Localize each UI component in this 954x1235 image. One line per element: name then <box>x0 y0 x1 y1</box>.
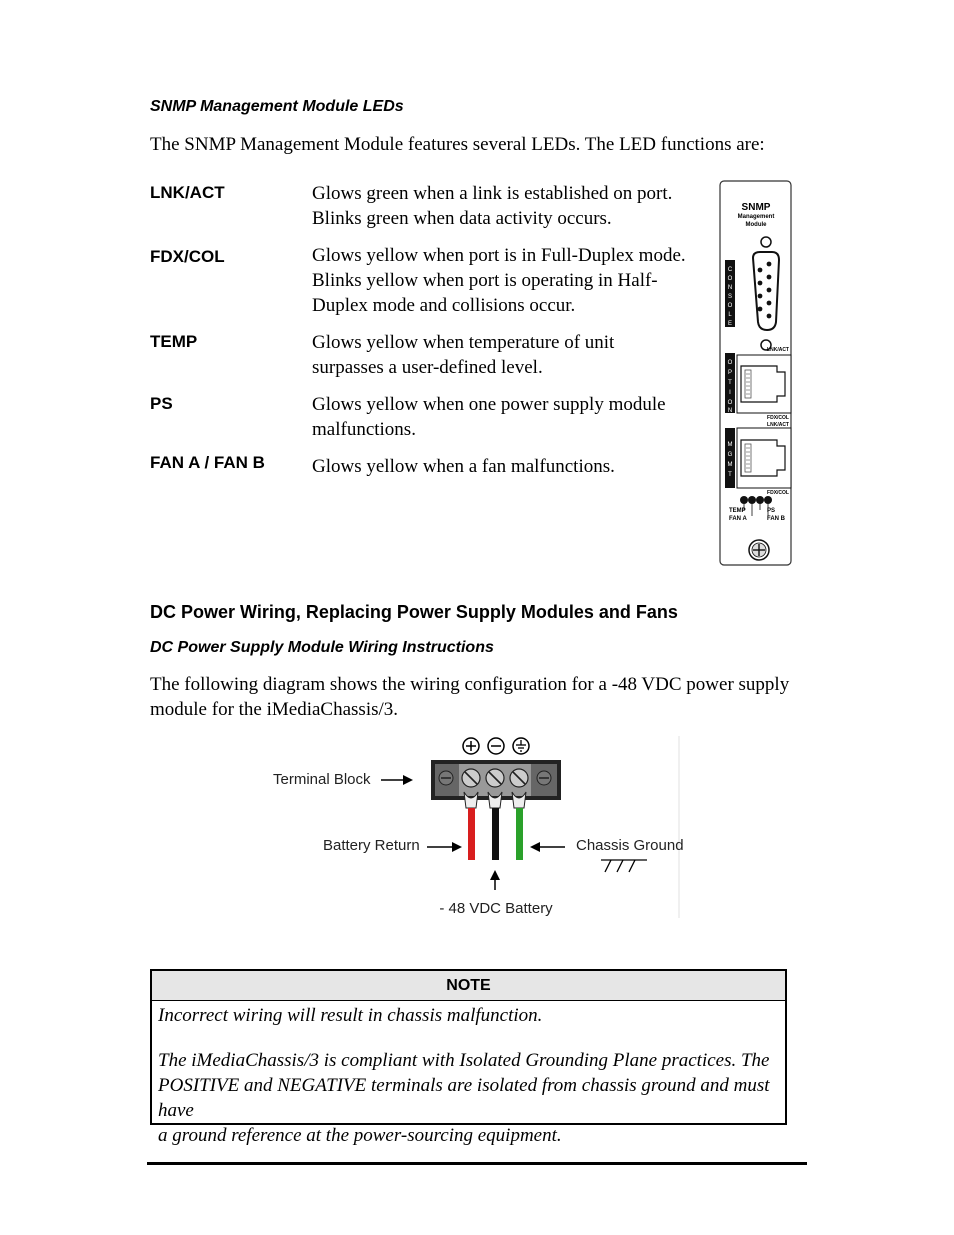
lnk-act-label: LNK/ACT <box>767 347 789 353</box>
temp-label: TEMP <box>729 508 746 514</box>
note-line: Incorrect wiring will result in chassis malfunction. <box>158 1005 543 1026</box>
console-letter: O <box>727 303 733 309</box>
option-letter: O <box>727 360 733 366</box>
fan-a-label: FAN A <box>729 516 747 522</box>
module-subtitle-2: Module <box>745 222 767 228</box>
led-desc-lnk-act <box>312 181 702 231</box>
battery-return-label: Battery Return <box>323 837 420 854</box>
arrow-right-icon <box>381 775 413 785</box>
led-desc-line: Duplex mode and collisions occur. <box>312 295 576 316</box>
console-letter: N <box>727 285 733 291</box>
led-name-ps: PS <box>150 394 173 413</box>
led-desc-line: Blinks yellow when port is operating in Half- <box>312 270 658 291</box>
led-name-fan: FAN A / FAN B <box>150 453 265 472</box>
mgmt-letter: M <box>727 442 733 448</box>
led-name-fdx-col: FDX/COL <box>150 247 225 266</box>
footer-rule <box>147 1162 807 1165</box>
console-letter: C <box>727 267 733 273</box>
note-body <box>152 1001 785 1152</box>
option-letter: O <box>727 400 733 406</box>
mgmt-letter: T <box>728 472 732 478</box>
paragraph-line: The following diagram shows the wiring configuration for a -48 VDC power supply <box>150 674 790 695</box>
chassis-ground-hatch-icon <box>601 860 647 872</box>
led-desc-fdx-col <box>312 243 702 318</box>
led-fan-a-icon <box>748 496 756 504</box>
module-title: SNMP <box>741 202 771 213</box>
mgmt-label-strip <box>725 428 735 488</box>
led-ps-icon <box>756 496 764 504</box>
fdx-col-label: FDX/COL <box>767 415 789 421</box>
led-desc-line: Glows yellow when port is in Full-Duplex mode. <box>312 245 686 266</box>
section-heading-snmp-leds: SNMP Management Module LEDs <box>150 98 404 115</box>
note-title: NOTE <box>152 971 785 1001</box>
battery-label: - 48 VDC Battery <box>439 900 553 917</box>
console-letter: E <box>727 321 733 327</box>
ground-symbol-icon <box>513 738 529 754</box>
subheading-wiring-instructions: DC Power Supply Module Wiring Instructions <box>150 639 494 656</box>
arrow-left-icon <box>530 842 565 852</box>
option-letter: P <box>727 370 733 376</box>
led-name-lnk-act: LNK/ACT <box>150 183 225 202</box>
mgmt-letter: G <box>727 452 733 458</box>
led-desc-fan <box>312 454 702 479</box>
note-box <box>150 969 787 1146</box>
led-desc-temp <box>312 330 702 380</box>
negative-terminal-symbol-icon <box>488 738 504 754</box>
section-heading-dc-power: DC Power Wiring, Replacing Power Supply Modules and Fans <box>150 602 678 622</box>
led-desc-ps <box>312 392 702 442</box>
battery-negative-wire <box>492 808 499 860</box>
chassis-ground-wire <box>516 808 523 860</box>
console-letter: L <box>728 312 732 318</box>
led-desc-line: Glows green when a link is established on port. <box>312 183 673 204</box>
console-letter: S <box>727 294 733 300</box>
option-letter: N <box>727 408 733 414</box>
ps-label: PS <box>767 508 776 514</box>
thumbscrew-icon <box>749 540 769 560</box>
led-desc-line: malfunctions. <box>312 419 416 440</box>
led-name-temp: TEMP <box>150 332 198 351</box>
led-temp-icon <box>740 496 748 504</box>
note-line: POSITIVE and NEGATIVE terminals are isolated from chassis ground and must have <box>158 1075 770 1121</box>
battery-return-wire <box>468 808 475 860</box>
arrow-up-icon <box>490 870 500 890</box>
terminal-block-icon <box>431 760 561 808</box>
option-letter: I <box>729 390 731 396</box>
snmp-module-panel-illustration <box>719 180 793 568</box>
wiring-diagram <box>265 732 685 922</box>
terminal-block-label: Terminal Block <box>273 771 371 788</box>
fan-b-label: FAN B <box>767 516 785 522</box>
fdx-col-label-2: FDX/COL <box>767 490 789 496</box>
rj45-option-port-icon <box>737 355 791 413</box>
positive-terminal-symbol-icon <box>463 738 479 754</box>
led-desc-line: Glows yellow when one power supply module <box>312 394 666 415</box>
note-spacer <box>158 1028 779 1048</box>
note-line: a ground reference at the power-sourcing equipment. <box>158 1125 562 1146</box>
intro-paragraph: The SNMP Management Module features several LEDs. The LED functions are: <box>150 134 765 155</box>
led-desc-line: surpasses a user-defined level. <box>312 357 543 378</box>
note-line: The iMediaChassis/3 is compliant with Isolated Grounding Plane practices. The <box>158 1050 770 1071</box>
option-letter: T <box>728 380 732 386</box>
wiring-paragraph <box>150 672 810 722</box>
led-desc-line: Blinks green when data activity occurs. <box>312 208 612 229</box>
console-letter: O <box>727 276 733 282</box>
lnk-act-label-2: LNK/ACT <box>767 422 789 428</box>
led-desc-line: Glows yellow when temperature of unit <box>312 332 615 353</box>
module-subtitle-1: Management <box>737 214 775 220</box>
rj45-mgmt-port-icon <box>737 428 791 488</box>
chassis-ground-label: Chassis Ground <box>576 837 684 854</box>
led-fan-b-icon <box>764 496 772 504</box>
arrow-right-icon <box>427 842 462 852</box>
led-desc-line: Glows yellow when a fan malfunctions. <box>312 456 615 477</box>
paragraph-line: module for the iMediaChassis/3. <box>150 699 399 720</box>
mgmt-letter: M <box>727 462 733 468</box>
